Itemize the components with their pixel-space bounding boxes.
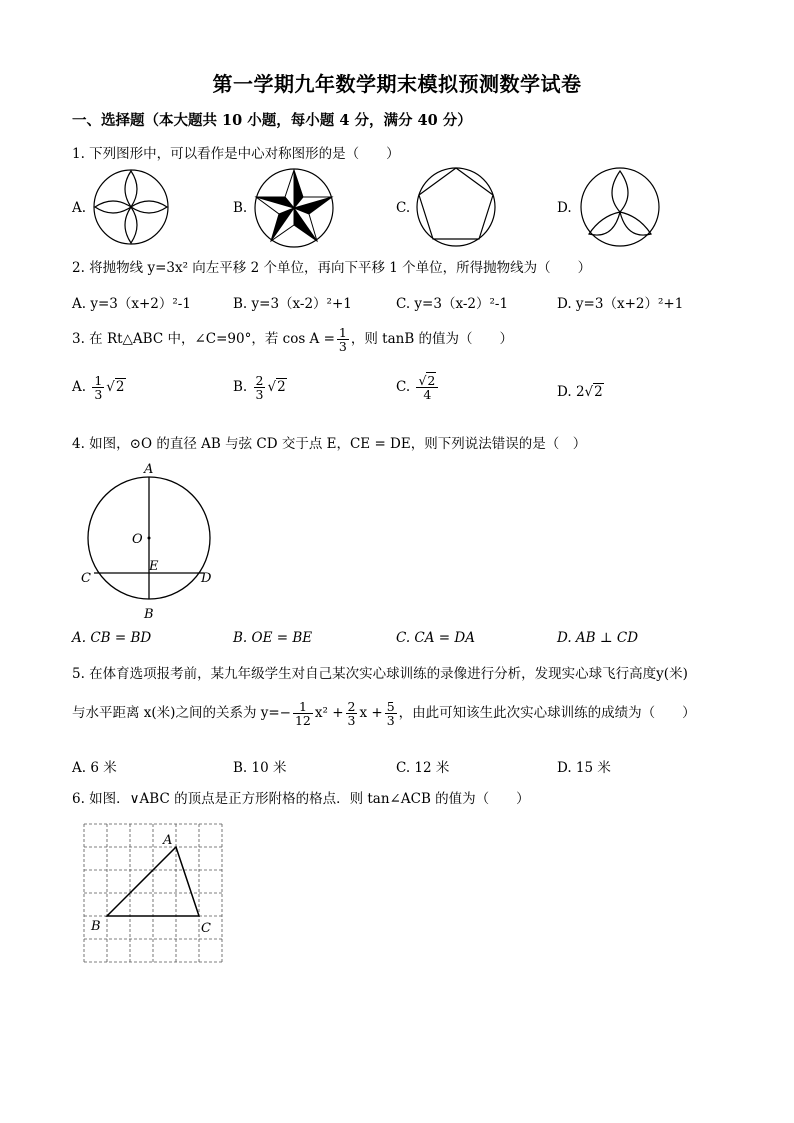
q4-circle-figure bbox=[74, 458, 224, 626]
q4-point-c-label: C bbox=[81, 571, 91, 586]
q6-point-c-label: C bbox=[201, 921, 211, 936]
question-1-stem: 1. 下列图形中，可以看作是中心对称图形的是（ ） bbox=[72, 146, 400, 162]
q3-option-d[interactable]: D. 2√2 bbox=[557, 384, 603, 400]
q3-option-a[interactable]: A. $\frac{1}{3}$ √2 bbox=[72, 373, 125, 403]
section-heading: 一、选择题（本大题共 10 小题，每小题 4 分，满分 40 分） bbox=[72, 112, 472, 129]
q2-option-b[interactable]: B. y=3（x-2）²+1 bbox=[233, 296, 352, 312]
question-5-line-2: 与水平距离 x(米)之间的关系为 y=− $\frac{1}{12}$ x² + $\frac{2}{3}$ x + $\frac{5}{3}$ ，由此可知该生此次实心球训练的成绩为（ ） bbox=[72, 699, 696, 729]
q1-option-a-label[interactable]: A. bbox=[72, 200, 87, 216]
q1-option-b-label[interactable]: B. bbox=[233, 200, 248, 216]
q4-point-e-label: E bbox=[149, 559, 159, 574]
q5-option-c[interactable]: C. 12 米 bbox=[396, 760, 450, 776]
q4-point-o-label: O bbox=[132, 532, 143, 547]
q4-option-d[interactable]: D. AB ⊥ CD bbox=[557, 630, 639, 646]
page-title: 第一学期九年数学期末模拟预测数学试卷 bbox=[212, 72, 582, 96]
q2-option-d[interactable]: D. y=3（x+2）²+1 bbox=[557, 296, 684, 312]
question-5-line-1: 5. 在体育选项报考前，某九年级学生对自己某次实心球训练的录像进行分析，发现实心球飞行高度y(米) bbox=[72, 666, 688, 682]
q5-option-a[interactable]: A. 6 米 bbox=[72, 760, 117, 776]
q1-figure-a-four-petals bbox=[92, 168, 170, 246]
question-6-stem: 6. 如图．∨ABC 的顶点是正方形附格的格点．则 tan∠ACB 的值为（ ） bbox=[72, 791, 530, 807]
q1-figure-c-pentagon bbox=[414, 166, 498, 248]
q2-option-c[interactable]: C. y=3（x-2）²-1 bbox=[396, 296, 509, 312]
q3-cos-fraction: $\frac{1}{3}$ bbox=[338, 325, 347, 355]
q1-figure-d-three-petals bbox=[579, 166, 661, 248]
q6-point-a-label: A bbox=[163, 833, 173, 848]
question-4-stem: 4. 如图，⊙O 的直径 AB 与弦 CD 交于点 E，CE = DE，则下列说法错误的是（ ） bbox=[72, 436, 587, 452]
q4-option-a[interactable]: A. CB = BD bbox=[72, 630, 152, 646]
q1-option-d-label[interactable]: D. bbox=[557, 200, 572, 216]
q6-point-b-label: B bbox=[91, 919, 101, 934]
q3-option-c[interactable]: C. $\frac{√2}{4}$ bbox=[396, 374, 440, 401]
q4-point-b-label: B bbox=[144, 607, 154, 622]
q3-option-b[interactable]: B. $\frac{2}{3}$ √2 bbox=[233, 373, 286, 403]
q4-point-d-label: D bbox=[201, 571, 212, 586]
q4-option-b[interactable]: B. OE = BE bbox=[233, 630, 313, 646]
q1-figure-b-star bbox=[252, 166, 336, 248]
question-3-stem bbox=[72, 326, 513, 353]
q2-option-a[interactable]: A. y=3（x+2）²-1 bbox=[72, 296, 191, 312]
q3-stem-post: ，则 tanB 的值为（ ） bbox=[350, 331, 514, 348]
question-2-stem: 2. 将抛物线 y=3x² 向左平移 2 个单位，再向下平移 1 个单位，所得抛物线为（ ） bbox=[72, 260, 592, 276]
q1-option-c-label[interactable]: C. bbox=[396, 200, 411, 216]
q4-option-c[interactable]: C. CA = DA bbox=[396, 630, 475, 646]
q5-option-b[interactable]: B. 10 米 bbox=[233, 760, 287, 776]
q4-point-a-label: A bbox=[144, 462, 154, 477]
q5-option-d[interactable]: D. 15 米 bbox=[557, 760, 611, 776]
q3-stem-pre: 3. 在 Rt△ABC 中，∠C=90°，若 cos A = bbox=[72, 331, 335, 348]
q6-grid-figure bbox=[80, 820, 230, 968]
